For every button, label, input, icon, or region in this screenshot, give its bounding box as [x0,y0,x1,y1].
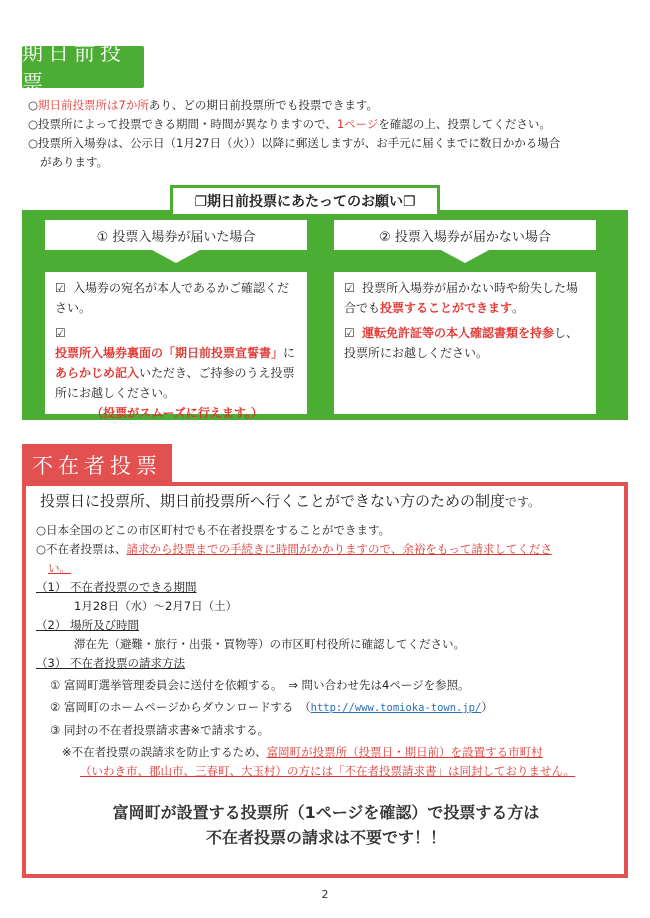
column-2-heading: ② 投票入場券が届かない場合 [334,220,596,250]
column-1-body [45,272,307,420]
note-line-2 [36,762,616,781]
text: を確認の上、投票してください。 [378,117,551,131]
note-text: （投票がスムーズに行えます。） [91,406,263,420]
highlight-text: 期日前投票所は7か所 [38,98,149,112]
absentee-content [36,521,616,781]
text: 。 [512,301,525,315]
absentee-line-1: ○日本全国のどこの市区町村でも不在者投票をすることができます。 [36,523,391,537]
absentee-line-2 [36,540,616,559]
checkbox-icon: ☑ [344,326,355,340]
early-voting-title: 期日前投票 [22,46,144,88]
final-line-1: 富岡町が設置する投票所（1ページを確認）で投票する方は [112,803,540,822]
text: ② 富岡町のホームページからダウンロードする （ [50,700,311,714]
text: あり、どの期日前投票所でも投票できます。 [148,98,378,112]
section-2-heading: （2） 場所及び時間 [36,618,139,632]
column-1-item-2 [55,323,299,423]
intro-line-2 [28,115,628,134]
text: 入場券の宛名が本人であるかご確認ください。 [55,281,290,315]
method-3: ③ 同封の不在者投票請求書※で請求する。 [50,723,270,737]
text: し、投票所にお越しください。 [344,326,579,360]
text: ※不在者投票の誤請求を防止するため、 [62,745,267,759]
intro-line-3-cont: があります。 [40,155,109,169]
intro-line-1 [28,96,628,115]
lead-text: 投票日に投票所、期日前投票所へ行くことができない方のための制度 [40,492,506,510]
highlight-text: 富岡町が投票所（投票日・期日前）を設置する市町村 [266,745,543,759]
highlight-text: 請求から投票までの手続きに時間がかかりますので、余裕をもって請求してくださ [126,542,552,556]
text: ○投票所によって投票できる期間・時間が異なりますので、 [28,117,337,131]
absentee-line-2-cont [36,559,616,578]
page-reference: 1ページ [336,117,379,131]
page-number: 2 [321,888,329,901]
highlight-text: 投票することができます [380,301,513,315]
section-2-body: 滞在先（避難・旅行・出張・買物等）の市区町村役所に確認してください。 [74,637,465,651]
text: に [283,346,296,360]
intro-line-3: ○投票所入場券は、公示日（1月27日（火））以降に郵送しますが、お手元に届くまでに数日かかる場合 [28,136,561,150]
text: ○不在者投票は、 [36,542,127,556]
highlight-text: （いわき市、郡山市、三春町、大玉村）の方には「不在者投票請求書」は同封しておりません。 [80,764,576,778]
absentee-lead [40,490,540,511]
absentee-voting-title: 不在者投票 [22,444,172,486]
lead-suffix: です。 [505,495,541,509]
checkbox-icon: ☑ [344,281,355,295]
column-1-heading: ① 投票入場券が届いた場合 [45,220,307,250]
column-2-item-1 [344,278,588,318]
request-box-title [170,185,440,217]
checkbox-icon: ☑ [55,281,66,295]
highlight-text: 運転免許証等の本人確認書類を持参 [362,326,555,340]
final-message [26,800,626,850]
highlight-text: あらかじめ記入 [55,366,140,380]
early-voting-intro [28,96,628,172]
text: ） [481,700,493,714]
highlight-text: 投票所入場券裏面の「期日前投票宣誓書」 [55,346,284,360]
tomioka-town-link[interactable]: http://www.tomioka-town.jp/ [310,702,482,714]
highlight-text: い。 [48,561,71,575]
column-2-body [334,272,596,414]
bullet: ○ [28,98,39,112]
section-1-body: 1月28日（水）～2月7日（土） [74,599,238,613]
request-box-title-text: ❐期日前投票にあたってのお願い❐ [173,188,437,214]
column-1-item-1 [55,278,299,318]
section-3-heading: （3） 不在者投票の請求方法 [36,656,185,670]
text: いただき、ご持参のうえ投票所にお越しください。 [55,366,295,400]
method-1: ① 富岡町選挙管理委員会に送付を依頼する。 ⇒ 問い合わせ先は4ページを参照。 [50,678,470,692]
text: 投票所入場券が届かない時や紛失した場合でも [344,281,579,315]
column-2-item-2 [344,323,588,363]
checkbox-icon: ☑ [55,326,66,340]
method-2 [36,698,616,718]
note-line-1 [36,743,616,762]
section-1-heading: （1） 不在者投票のできる期間 [36,580,197,594]
final-line-2: 不在者投票の請求は不要です！！ [205,828,446,847]
